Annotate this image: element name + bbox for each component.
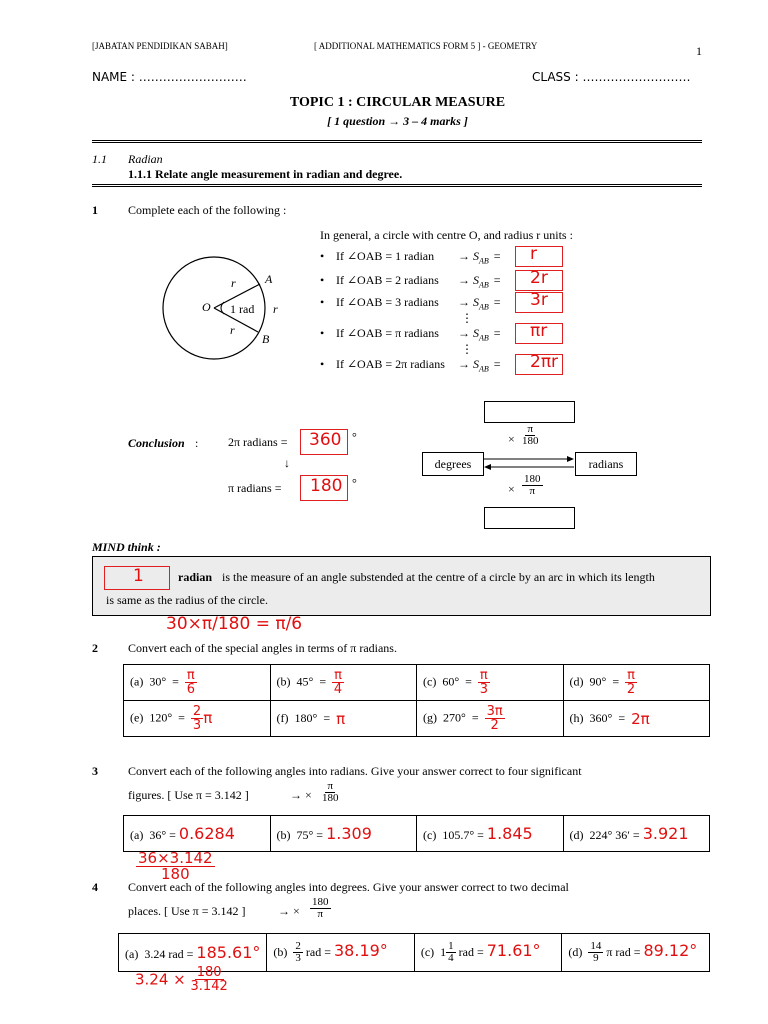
fraction-numerator: 3π bbox=[486, 704, 503, 719]
fraction-denominator: 3 bbox=[295, 952, 301, 965]
q4-cell-answer: 71.61° bbox=[486, 940, 541, 960]
degree-sign: ° bbox=[352, 430, 357, 444]
q1-item-arc: → $S_{AB}$ = bbox=[458, 357, 501, 374]
pi-text: π radians = bbox=[228, 481, 282, 495]
q2-cell-label: (c) bbox=[423, 674, 437, 689]
q3-cell-answer: 1.845 bbox=[486, 824, 533, 843]
q2-cell-label: (d) bbox=[569, 674, 584, 689]
fraction-numerator: π bbox=[334, 668, 342, 683]
q1-number: 1 bbox=[92, 203, 98, 217]
q1-item-text: If ∠OAB = 3 radians bbox=[336, 295, 439, 309]
q2-number: 2 bbox=[92, 641, 98, 655]
q4-cell bbox=[414, 934, 562, 972]
q4-cell-fraction bbox=[588, 941, 603, 964]
fraction-top: $\frac{\pi}{180}$ bbox=[522, 423, 539, 447]
q2-cell-answer: π bbox=[336, 709, 346, 728]
q1-answer: r bbox=[530, 244, 537, 264]
answer-fraction bbox=[185, 669, 197, 696]
q3-cell-label: (b) bbox=[276, 828, 291, 842]
q3-cell-label: (d) bbox=[569, 828, 584, 842]
section-subtitle: 1.1.1 Relate angle measurement in radian and degree. bbox=[128, 167, 403, 181]
mind-think-label: MIND think : bbox=[92, 540, 161, 554]
q3-cell bbox=[563, 816, 710, 852]
label-o: O bbox=[202, 300, 211, 314]
q1-item-text: If ∠OAB = 2π radians bbox=[336, 357, 445, 371]
q2-cell-label: (g) bbox=[423, 710, 437, 725]
fraction-numerator: 2 bbox=[295, 940, 301, 953]
q3-cell-value: 36° = bbox=[149, 828, 176, 842]
q2-cell-value: 180° bbox=[294, 710, 318, 725]
q2-cell-label: (f) bbox=[276, 710, 289, 725]
q4-hint-fraction: $\frac{180}{\pi}$ bbox=[312, 896, 329, 920]
fraction-bottom: $\frac{180}{\pi}$ bbox=[524, 473, 541, 497]
q4-text-1: Convert each of the following angles into degrees. Give your answer correct to two decimal bbox=[128, 880, 569, 894]
circle-diagram bbox=[158, 256, 278, 366]
answer-fraction bbox=[485, 705, 505, 732]
q3-hint: → × bbox=[290, 788, 312, 802]
q2-cell-answer bbox=[485, 704, 505, 733]
down-arrow: ↓ bbox=[284, 456, 290, 470]
conclusion-label: Conclusion bbox=[128, 436, 185, 450]
q2-cell-value: 45° bbox=[296, 674, 314, 689]
q1-answer: 2πr bbox=[530, 352, 559, 372]
q2-cell-eq: = bbox=[319, 674, 327, 689]
q1-item-text: If ∠OAB = 2 radians bbox=[336, 273, 439, 287]
answer-tail: π bbox=[203, 709, 213, 727]
fraction-denominator: 2 bbox=[490, 718, 499, 733]
q4-cell-label: (a) bbox=[125, 947, 139, 961]
q4-cell-label: (b) bbox=[273, 944, 288, 959]
q3-number: 3 bbox=[92, 764, 98, 778]
mind-text-1: is the measure of an angle substended at the centre of a circle by an arc in which its length bbox=[222, 570, 655, 584]
q2-cell-value: 360° bbox=[589, 710, 613, 725]
q2-cell bbox=[124, 665, 271, 701]
topic-subtitle: [ 1 question → 3 – 4 marks ] bbox=[327, 114, 468, 128]
two-pi-text: 2π radians = bbox=[228, 435, 288, 449]
two-pi-answer: 360 bbox=[309, 430, 342, 450]
fraction-numerator: 14 bbox=[590, 940, 602, 953]
q2-text: Convert each of the special angles in terms of π radians. bbox=[128, 641, 397, 655]
q1-item-arc: → $S_{AB}$ = bbox=[458, 295, 501, 312]
mind-answer: 1 bbox=[133, 566, 144, 586]
answer-fraction bbox=[191, 705, 203, 732]
q1-general: In general, a circle with centre O, and radius r units : bbox=[320, 228, 573, 242]
vertical-dots: ⋮ bbox=[461, 342, 473, 356]
q1-bullet: • bbox=[320, 357, 325, 371]
q1-answer-box bbox=[515, 246, 563, 267]
q1-answer: 3r bbox=[530, 290, 548, 310]
conclusion-colon: : bbox=[195, 436, 199, 450]
degrees-box: degrees bbox=[422, 452, 484, 476]
q4-cell-whole: 1 bbox=[440, 944, 447, 959]
q2-cell bbox=[417, 701, 564, 737]
degree-sign: ° bbox=[352, 476, 357, 490]
q4-text-2: places. [ Use π = 3.142 ] bbox=[128, 904, 246, 918]
q3-cell bbox=[124, 816, 271, 852]
label-1-rad: 1 rad bbox=[230, 302, 255, 316]
page-number: 1 bbox=[696, 44, 702, 58]
label-r-top: r bbox=[231, 276, 236, 290]
q4-cell-answer: 89.12° bbox=[643, 940, 698, 960]
fraction-numerator: π bbox=[627, 668, 635, 683]
q2-cell-label: (a) bbox=[130, 674, 144, 689]
q3-cell-label: (a) bbox=[130, 828, 144, 842]
section-number: 1.1 bbox=[92, 152, 107, 166]
fraction-numerator: 2 bbox=[192, 704, 202, 719]
q2-cell-eq: = bbox=[172, 674, 179, 689]
q2-cell bbox=[124, 701, 271, 737]
q2-cell-value: 90° bbox=[589, 674, 607, 689]
q3-cell-answer: 3.921 bbox=[642, 824, 689, 843]
q2-cell-label: (b) bbox=[276, 674, 291, 689]
q4-cell-value: π rad = bbox=[606, 944, 641, 959]
q4-cell-fraction bbox=[446, 941, 456, 964]
fraction-denominator: 4 bbox=[333, 682, 343, 697]
q2-cell-label: (h) bbox=[569, 710, 584, 725]
q1-item-text: If ∠OAB = π radians bbox=[336, 326, 439, 340]
q1-item-arc: → $S_{AB}$ = bbox=[458, 249, 501, 266]
q2-cell-answer bbox=[478, 668, 490, 697]
answer-fraction bbox=[478, 669, 490, 696]
fraction-denominator: 3 bbox=[479, 682, 488, 697]
q2-table bbox=[123, 664, 710, 737]
q2-cell bbox=[563, 701, 710, 737]
fraction-denominator: 2 bbox=[626, 682, 636, 697]
fraction-denominator: 3 bbox=[192, 718, 202, 733]
answer-fraction bbox=[332, 669, 344, 696]
fraction-numerator: π bbox=[479, 668, 488, 683]
q2-cell-value: 30° bbox=[149, 674, 167, 689]
empty-box-bottom bbox=[484, 507, 575, 529]
fraction-denominator: 6 bbox=[186, 682, 195, 697]
q4-cell-value: 3.24 rad = bbox=[144, 947, 194, 961]
label-r-bottom: r bbox=[230, 323, 235, 337]
q1-item-text: If ∠OAB = 1 radian bbox=[336, 249, 435, 263]
name-field: NAME : ……………………… bbox=[92, 70, 247, 84]
fraction-numerator: π bbox=[186, 668, 195, 683]
vertical-dots: ⋮ bbox=[461, 311, 473, 325]
q3-cell-value: 224° 36′ = bbox=[589, 828, 640, 842]
fraction-denominator: 9 bbox=[593, 952, 599, 965]
q2-cell bbox=[270, 701, 417, 737]
q3-working: $\frac{36\times 3.142}{180}$ bbox=[138, 849, 213, 883]
label-a: A bbox=[265, 272, 273, 286]
answer-fraction bbox=[625, 669, 637, 696]
times-top: × bbox=[508, 432, 515, 446]
q2-cell bbox=[563, 665, 710, 701]
q2-cell bbox=[270, 665, 417, 701]
q3-cell-answer: 1.309 bbox=[326, 824, 372, 843]
fraction-numerator: 1 bbox=[448, 940, 454, 953]
q4-cell-label: (d) bbox=[568, 944, 583, 959]
q1-bullet: • bbox=[320, 326, 325, 340]
q3-table bbox=[123, 815, 710, 852]
q2-cell-value: 60° bbox=[442, 674, 460, 689]
label-b: B bbox=[262, 332, 270, 346]
q1-bullet: • bbox=[320, 273, 325, 287]
times-bottom: × bbox=[508, 482, 515, 496]
header-center: [ ADDITIONAL MATHEMATICS FORM 5 ] - GEOMETRY bbox=[314, 41, 538, 51]
mind-bold-word: radian bbox=[178, 570, 213, 584]
q2-cell-answer: 2π bbox=[631, 709, 650, 728]
q4-cell bbox=[562, 934, 710, 972]
q2-cell-eq: = bbox=[618, 710, 626, 725]
fraction-denominator: 4 bbox=[448, 952, 454, 965]
q3-cell-value: 75° = bbox=[296, 828, 324, 842]
radians-box: radians bbox=[575, 452, 637, 476]
q4-cell bbox=[267, 934, 414, 972]
q2-cell bbox=[417, 665, 564, 701]
q2-cell-eq: = bbox=[178, 710, 185, 725]
section-name: Radian bbox=[128, 152, 163, 166]
q3-cell bbox=[417, 816, 564, 852]
conversion-arrows bbox=[482, 452, 577, 474]
q1-bullet: • bbox=[320, 295, 325, 309]
q2-cell-eq: = bbox=[323, 710, 331, 725]
q2-cell-answer bbox=[191, 704, 213, 733]
q3-cell-value: 105.7° = bbox=[442, 828, 484, 842]
q2-cell-answer bbox=[185, 668, 197, 697]
mind-text-2: is same as the radius of the circle. bbox=[106, 593, 268, 607]
divider bbox=[92, 184, 702, 187]
q2-cell-value: 270° bbox=[443, 710, 466, 725]
q2-cell-answer bbox=[332, 668, 344, 697]
q2-cell-answer bbox=[625, 668, 637, 697]
q4-number: 4 bbox=[92, 880, 98, 894]
divider bbox=[92, 140, 702, 143]
q3-cell-answer: 0.6284 bbox=[178, 824, 235, 843]
class-field: CLASS : ……………………… bbox=[532, 70, 691, 84]
q1-answer: πr bbox=[530, 321, 548, 341]
q3-text-2: figures. [ Use π = 3.142 ] bbox=[128, 788, 249, 802]
q4-hint: → × bbox=[278, 904, 300, 918]
q2-cell-label: (e) bbox=[130, 710, 144, 725]
mind-working: 30×π/180 = π/6 bbox=[166, 614, 303, 634]
q4-cell-value: rad = bbox=[458, 944, 484, 959]
empty-box-top bbox=[484, 401, 575, 423]
q4-cell-value: rad = bbox=[305, 944, 331, 959]
q4-cell-answer: 38.19° bbox=[334, 940, 388, 960]
q4-working: 3.24 × $\frac{180}{3.142}$ bbox=[135, 965, 228, 994]
q1-text: Complete each of the following : bbox=[128, 203, 287, 217]
q4-cell-label: (c) bbox=[420, 944, 435, 959]
header-left: [JABATAN PENDIDIKAN SABAH] bbox=[92, 41, 228, 51]
q3-hint-fraction: $\frac{\pi}{180}$ bbox=[322, 780, 339, 804]
q1-item-arc: → $S_{AB}$ = bbox=[458, 273, 501, 290]
q4-cell-fraction bbox=[293, 941, 303, 964]
pi-answer: 180 bbox=[310, 476, 343, 496]
q3-text-1: Convert each of the following angles into radians. Give your answer correct to four significant bbox=[128, 764, 582, 778]
q2-cell-eq: = bbox=[471, 710, 479, 725]
q3-cell bbox=[270, 816, 417, 852]
q2-cell-value: 120° bbox=[149, 710, 173, 725]
q3-cell-label: (c) bbox=[423, 828, 437, 842]
q2-cell-eq: = bbox=[612, 674, 620, 689]
q1-answer: 2r bbox=[530, 268, 548, 288]
label-r-arc: r bbox=[273, 302, 278, 316]
q4-cell-answer: 185.61° bbox=[196, 943, 261, 962]
q2-cell-eq: = bbox=[465, 674, 472, 689]
q1-bullet: • bbox=[320, 249, 325, 263]
topic-title: TOPIC 1 : CIRCULAR MEASURE bbox=[289, 95, 506, 110]
q1-item-arc: → $S_{AB}$ = bbox=[458, 326, 501, 343]
